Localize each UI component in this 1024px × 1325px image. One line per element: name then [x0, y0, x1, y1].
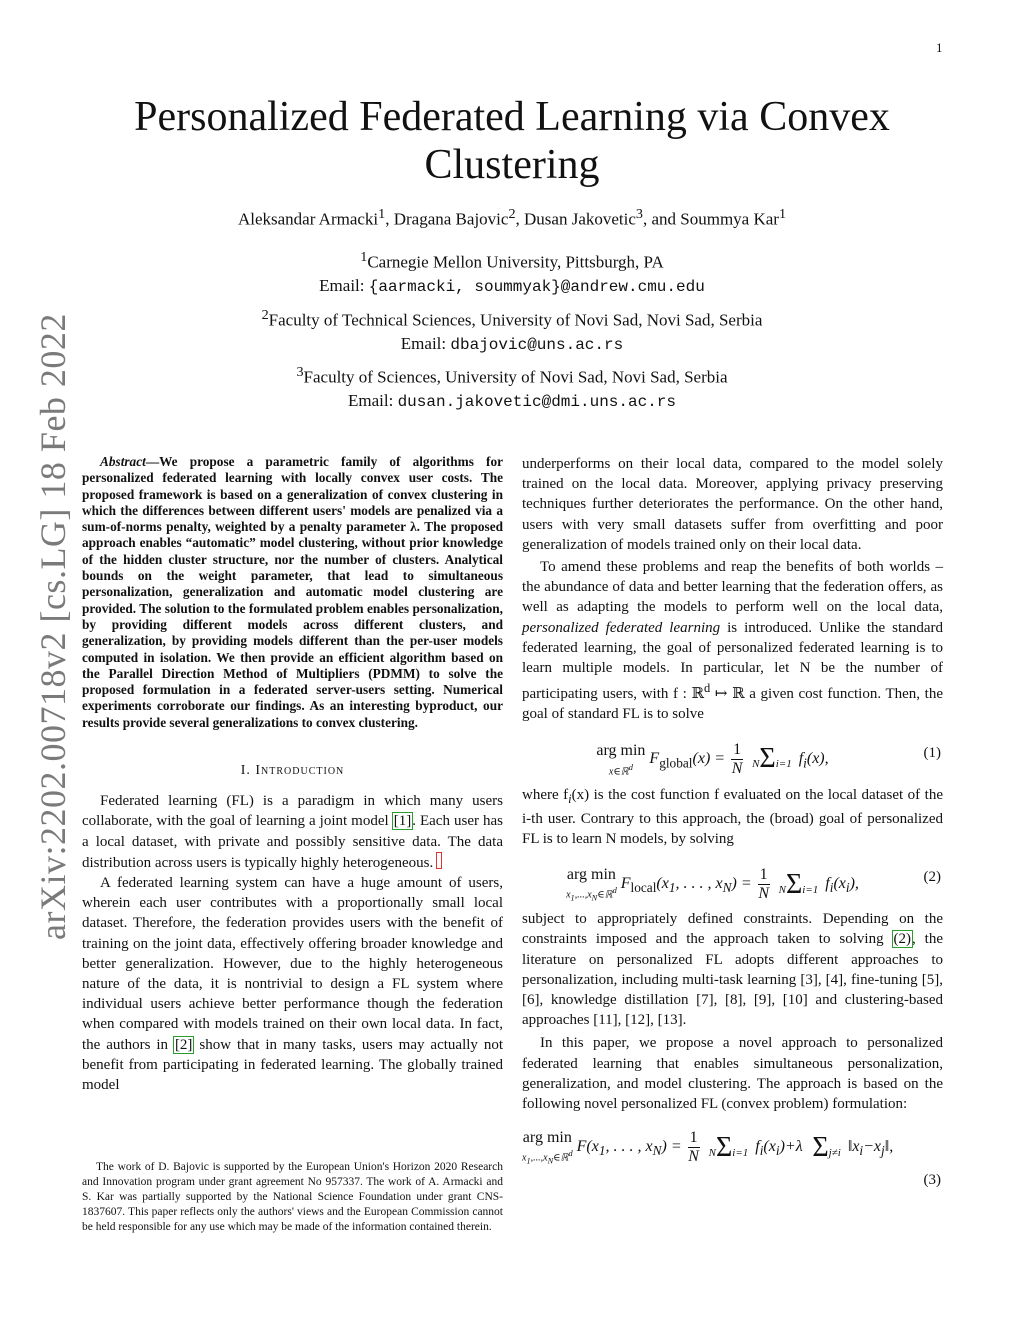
email-label: Email: — [400, 333, 447, 353]
citation-list[interactable]: [3], [4], fine-tuning [5], [6], knowledge distillation [7], [8], [9], [10] and clustering-based approaches [11], [12], [13]. — [522, 971, 943, 1029]
right-column — [522, 454, 944, 1189]
intro-paragraph-2 — [82, 873, 503, 1095]
body-text: is introduced. Unlike the standard federated learning, the goal of personalized federated learning is to learn multiple models. In particular, let N be the number of participating users, with f : ℝ — [522, 619, 943, 703]
equation-body: arg min x∈ℝ$^d$ $F_{global}(x)$ = $\frac{1}{N}$ NΣi=1 $f_i(x)$, — [596, 740, 829, 777]
abstract-text: —We propose a parametric family of algorithms for personalized federated learning with locally convex user costs. The proposed framework is based on a generalization of convex clustering in which the differences between different users' models are penalized via a sum-of-norms penalty, weighted by a penalty parameter λ. The proposed approach enables “automatic” model clustering, without prior knowledge of the hidden cluster structure, nor the number of clusters. Analytical bounds on the weight parameter, that lead to simultaneous personalization, generalization and automatic model clustering are provided. The solution to the formulated problem enables personalization, by providing different models across different clusters, and generalization, by providing models different than the per-user models computed in isolation. We then provide an efficient algorithm based on the Parallel Direction Method of Multipliers (PDMM) to solve the proposed formulation in a federated server-users setting. Numerical experiments corroborate our findings. As an interesting byproduct, our results provide several generalizations to convex clustering. — [82, 454, 503, 730]
left-column — [82, 454, 503, 1095]
body-text: subject to appropriately defined constraints. Depending on the constraints imposed and the approach taken to solving — [522, 911, 943, 948]
equation-body: arg min $x_1,...,x_N\in ℝ^d$ $F(x_1$, . . . , $x_N$) = $\frac{1}{N}$ NΣi=1 $f_i(x_i)+\lambda$ Σj≠i $‖x_i-x_j‖$, — [522, 1129, 894, 1166]
author-name: Aleksandar Armacki — [237, 209, 379, 229]
body-text: where f — [522, 786, 569, 803]
right-paragraph-1: underperforms on their local data, compared to the model solely trained on the local data. Moreover, applying privacy preserving techniques further deteriorates the performance. On the other hand, users with very small datasets suffer from overfitting and poor generalization of models trained only on their local data. — [522, 456, 943, 553]
author-name: Dragana Bajovic — [393, 209, 509, 229]
intro-paragraph-1 — [82, 791, 503, 873]
author-sup: 1 — [378, 206, 386, 222]
email-address[interactable]: {aarmacki, soummyak}@andrew.cmu.edu — [368, 277, 705, 296]
section-heading — [82, 761, 503, 781]
author-sup: 1 — [778, 206, 787, 222]
intro-text: show that in many tasks, users may actually not benefit from participating in federated learning. The globally trained model — [82, 1036, 503, 1094]
section-number: I. — [240, 763, 251, 779]
body-text: (x) is the cost function f evaluated on the local dataset of the i-th user. Contrary to this approach, the (broad) goal of personalized FL is to learn N models, by solving — [522, 786, 943, 848]
intro-text: A federated learning system can have a huge amount of users, wherein each user contributes with a proportionally small local dataset. Therefore, the federation provides users with the benefit of training on the joint data, effectively offering broader knowledge and better generalization. However, due to the highly heterogeneous nature of the data, it is nontrivial to design a FL system where individual users achieve better performance though the federation when compared with models trained on their own local data. In fact, the authors in — [82, 875, 503, 1053]
affiliation-sup: 1 — [360, 249, 368, 265]
superscript: d — [703, 681, 711, 696]
affiliation-3 — [100, 361, 924, 414]
arxiv-stamp[interactable]: arXiv:2202.00718v2 [cs.LG] 18 Feb 2022 — [33, 313, 73, 940]
affiliation-name: Carnegie Mellon University, Pittsburgh, PA — [367, 252, 664, 272]
right-paragraph-4 — [522, 909, 943, 1030]
author-sup: 2 — [508, 206, 516, 222]
affiliation-2 — [100, 304, 924, 357]
affiliation-sup: 2 — [261, 307, 269, 323]
section-title: Introduction — [255, 763, 345, 779]
right-paragraph-2 — [522, 557, 943, 725]
emphasis-text: personalized federated learning — [522, 619, 721, 636]
right-paragraph-5: In this paper, we propose a novel approach to personalized federated learning that enables simultaneous personalization, generalization, and model clustering. The approach is based on the following novel personalized FL (convex problem) formulation: — [522, 1035, 943, 1113]
citation-link[interactable]: [1] — [393, 813, 412, 830]
email-label: Email: — [347, 390, 394, 410]
citation-link[interactable]: [2] — [174, 1036, 193, 1053]
equation-body: arg min $x_1,...,x_N\in ℝ^d$ $F_{local}(x_1$, . . . , $x_N$) = $\frac{1}{N}$ NΣi=1 $f_i(x_i)$, — [566, 866, 859, 903]
intro-text: Federated learning (FL) is a paradigm in which many users collaborate, with the goal of learning a joint model — [82, 793, 503, 830]
author-name: Soummya Kar — [680, 209, 779, 229]
footnote-marker[interactable] — [436, 852, 442, 869]
body-text: , the literature on personalized FL adopts different approaches to personalization, including multi-task learning — [522, 931, 944, 988]
author-list: Aleksandar Armacki$^1$, Dragana Bajovic$^2$, Dusan Jakovetic$^3$, and Soummya Kar$^1$ — [237, 206, 787, 229]
affiliation-name: Faculty of Technical Sciences, University of Novi Sad, Novi Sad, Serbia — [268, 310, 763, 330]
abstract-label: Abstract — [100, 454, 146, 469]
equation-number: (1) — [923, 744, 941, 761]
affiliation-sup: 3 — [296, 364, 304, 380]
equation-number: (2) — [923, 869, 941, 886]
email-address[interactable]: dusan.jakovetic@dmi.uns.ac.rs — [397, 392, 677, 411]
author-name: Dusan Jakovetic — [524, 209, 636, 229]
equation-3 — [522, 1114, 943, 1189]
page-number: 1 — [936, 40, 943, 55]
affiliation-name: Faculty of Sciences, University of Novi Sad, Novi Sad, Serbia — [303, 367, 728, 387]
email-address[interactable]: dbajovic@uns.ac.rs — [450, 335, 624, 354]
paper-title: Personalized Federated Learning via Convex Clustering — [134, 94, 890, 188]
body-text: To amend these problems and reap the benefits of both worlds – the abundance of data and better learning that the federation offers, as well as adapting the models to perform well on the local data, — [522, 559, 943, 616]
equation-1 — [522, 725, 943, 785]
equation-link[interactable]: (2) — [893, 931, 911, 948]
footnote: The work of D. Bajovic is supported by the European Union's Horizon 2020 Research and Innovation program under grant agreement No 957337. The work of A. Armacki and S. Kar was partially supported by the National Science Foundation under grant CNS-1837607. This paper reflects only the authors' views and the European Commission cannot be held responsible for any use which may be made of the information contained therein. — [82, 1161, 503, 1233]
body-text: ↦ ℝ a given cost function. Then, the goal of standard FL is to solve — [522, 686, 944, 723]
equation-number: (3) — [923, 1172, 941, 1189]
author-sup: 3 — [635, 206, 643, 222]
abstract — [82, 454, 503, 731]
intro-text: . Each user has a local dataset, with private and possibly sensitive data. The data distribution across users is typically highly heterogeneous. — [82, 813, 503, 871]
equation-2 — [522, 849, 943, 909]
affiliation-1 — [100, 246, 924, 299]
right-paragraph-3: where $f_i(x)$ is the cost function f evaluated on the local dataset of the i-th user. Contrary to this approach, the (broad) goal of personalized FL is to learn N models, by solving — [522, 786, 943, 848]
email-label: Email: — [319, 275, 365, 295]
